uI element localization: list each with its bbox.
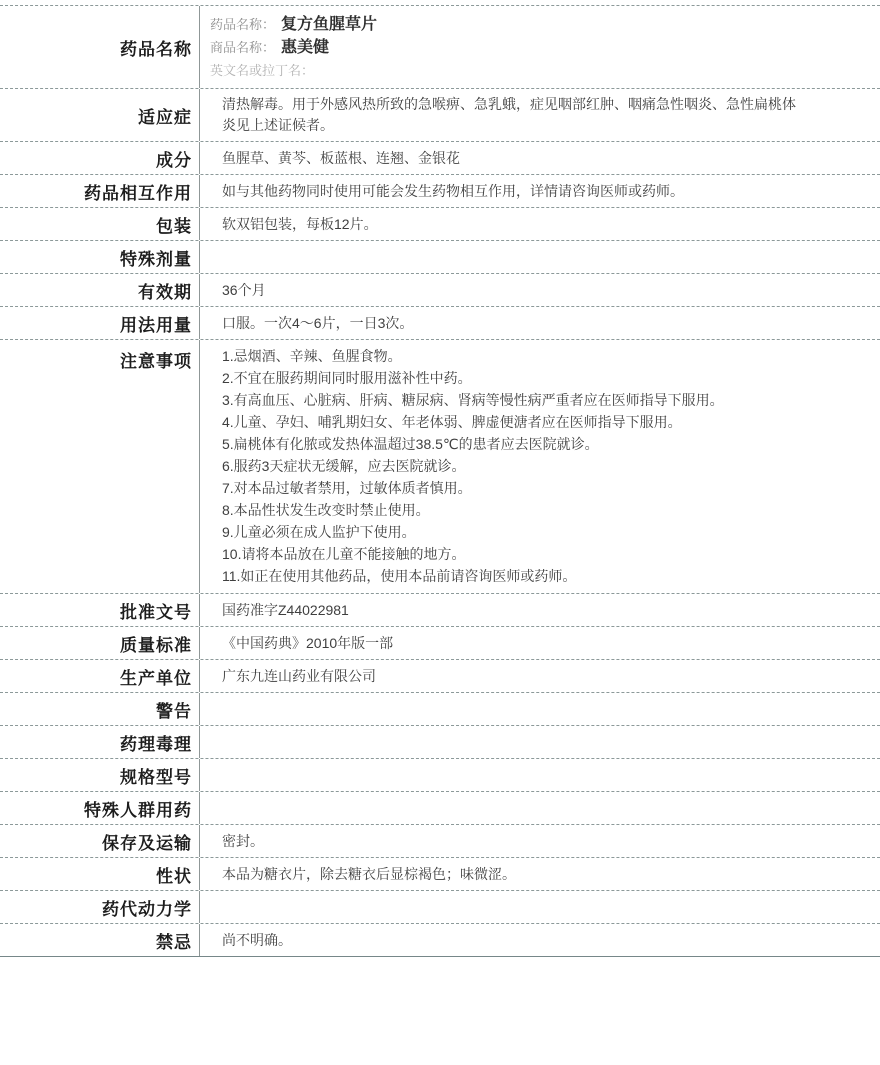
table-row	[0, 660, 880, 693]
table-row	[0, 792, 880, 825]
note-line: 9.儿童必须在成人监护下使用。	[222, 524, 416, 540]
field-value	[200, 89, 880, 141]
field-label: 药品名称	[0, 6, 200, 88]
table-row	[0, 627, 880, 660]
field-label: 药品相互作用	[0, 175, 200, 207]
field-label: 质量标准	[0, 627, 200, 659]
field-value	[200, 340, 880, 593]
field-value	[200, 594, 880, 626]
note-line: 10.请将本品放在儿童不能接触的地方。	[222, 546, 466, 562]
note-line: 2.不宜在服药期间同时服用滋补性中药。	[222, 370, 472, 386]
field-value	[200, 208, 880, 240]
field-text: 36个月	[222, 281, 266, 298]
field-value	[200, 759, 880, 791]
note-line: 8.本品性状发生改变时禁止使用。	[222, 502, 430, 518]
table-row	[0, 241, 880, 274]
table-row	[0, 825, 880, 858]
field-text: 本品为糖衣片，除去糖衣后显棕褐色；味微涩。	[222, 865, 516, 882]
subfield-label: 药品名称：	[210, 17, 276, 32]
field-text: 国药准字Z44022981	[222, 601, 349, 618]
field-label: 注意事项	[0, 340, 200, 593]
name-line	[210, 36, 860, 59]
table-row	[0, 858, 880, 891]
field-value	[200, 693, 880, 725]
table-row	[0, 340, 880, 594]
subfield-label: 商品名称：	[210, 40, 276, 55]
field-label: 包装	[0, 208, 200, 240]
subfield-label: 英文名或拉丁名：	[210, 63, 315, 78]
note-line: 11.如正在使用其他药品，使用本品前请咨询医师或药师。	[222, 568, 577, 584]
name-line	[210, 13, 860, 36]
field-label: 警告	[0, 693, 200, 725]
table-row	[0, 89, 880, 142]
table-row	[0, 726, 880, 759]
field-label: 特殊人群用药	[0, 792, 200, 824]
name-line	[210, 59, 860, 82]
subfield-value: 复方鱼腥草片	[281, 16, 378, 33]
table-row	[0, 891, 880, 924]
note-line: 4.儿童、孕妇、哺乳期妇女、年老体弱、脾虚便溏者应在医师指导下服用。	[222, 414, 682, 430]
field-label: 批准文号	[0, 594, 200, 626]
field-text: 尚不明确。	[222, 931, 292, 948]
table-row	[0, 594, 880, 627]
field-text: 软双铝包装，每板12片。	[222, 215, 378, 232]
table-row	[0, 6, 880, 89]
field-value	[200, 924, 880, 956]
table-row	[0, 274, 880, 307]
field-text: 广东九连山药业有限公司	[222, 667, 376, 684]
note-line: 5.扁桃体有化脓或发热体温超过38.5℃的患者应去医院就诊。	[222, 436, 599, 452]
field-label: 禁忌	[0, 924, 200, 956]
field-label: 有效期	[0, 274, 200, 306]
field-value	[200, 175, 880, 207]
field-value	[200, 6, 880, 88]
note-line: 1.忌烟酒、辛辣、鱼腥食物。	[222, 348, 402, 364]
subfield-value: 惠美健	[281, 39, 330, 56]
field-label: 规格型号	[0, 759, 200, 791]
field-label: 用法用量	[0, 307, 200, 339]
note-line: 7.对本品过敏者禁用，过敏体质者慎用。	[222, 480, 472, 496]
table-row	[0, 693, 880, 726]
field-value	[200, 891, 880, 923]
field-label: 药代动力学	[0, 891, 200, 923]
field-text: 口服。一次4～6片，一日3次。	[222, 314, 414, 331]
field-value	[200, 241, 880, 273]
table-row	[0, 307, 880, 340]
table-row	[0, 208, 880, 241]
field-text: 清热解毒。用于外感风热所致的急喉痹、急乳蛾，症见咽部红肿、咽痛急性咽炎、急性扁桃体炎见上述证候者。	[222, 96, 796, 133]
note-line: 6.服药3天症状无缓解，应去医院就诊。	[222, 458, 466, 474]
table-row	[0, 142, 880, 175]
table-row	[0, 924, 880, 957]
field-value	[200, 307, 880, 339]
field-label: 保存及运输	[0, 825, 200, 857]
field-text: 《中国药典》2010年版一部	[222, 634, 394, 651]
table-row	[0, 759, 880, 792]
field-label: 特殊剂量	[0, 241, 200, 273]
field-label: 生产单位	[0, 660, 200, 692]
field-value	[200, 142, 880, 174]
field-value	[200, 726, 880, 758]
field-label: 成分	[0, 142, 200, 174]
field-text: 密封。	[222, 832, 264, 849]
field-value	[200, 627, 880, 659]
field-value	[200, 825, 880, 857]
field-text: 如与其他药物同时使用可能会发生药物相互作用，详情请咨询医师或药师。	[222, 182, 684, 199]
field-label: 性状	[0, 858, 200, 890]
field-value	[200, 858, 880, 890]
note-line: 3.有高血压、心脏病、肝病、糖尿病、肾病等慢性病严重者应在医师指导下服用。	[222, 392, 724, 408]
field-label: 药理毒理	[0, 726, 200, 758]
table-row	[0, 175, 880, 208]
field-value	[200, 274, 880, 306]
field-value	[200, 660, 880, 692]
field-text: 鱼腥草、黄芩、板蓝根、连翘、金银花	[222, 149, 460, 166]
drug-info-table	[0, 5, 880, 957]
field-label: 适应症	[0, 89, 200, 141]
field-value	[200, 792, 880, 824]
